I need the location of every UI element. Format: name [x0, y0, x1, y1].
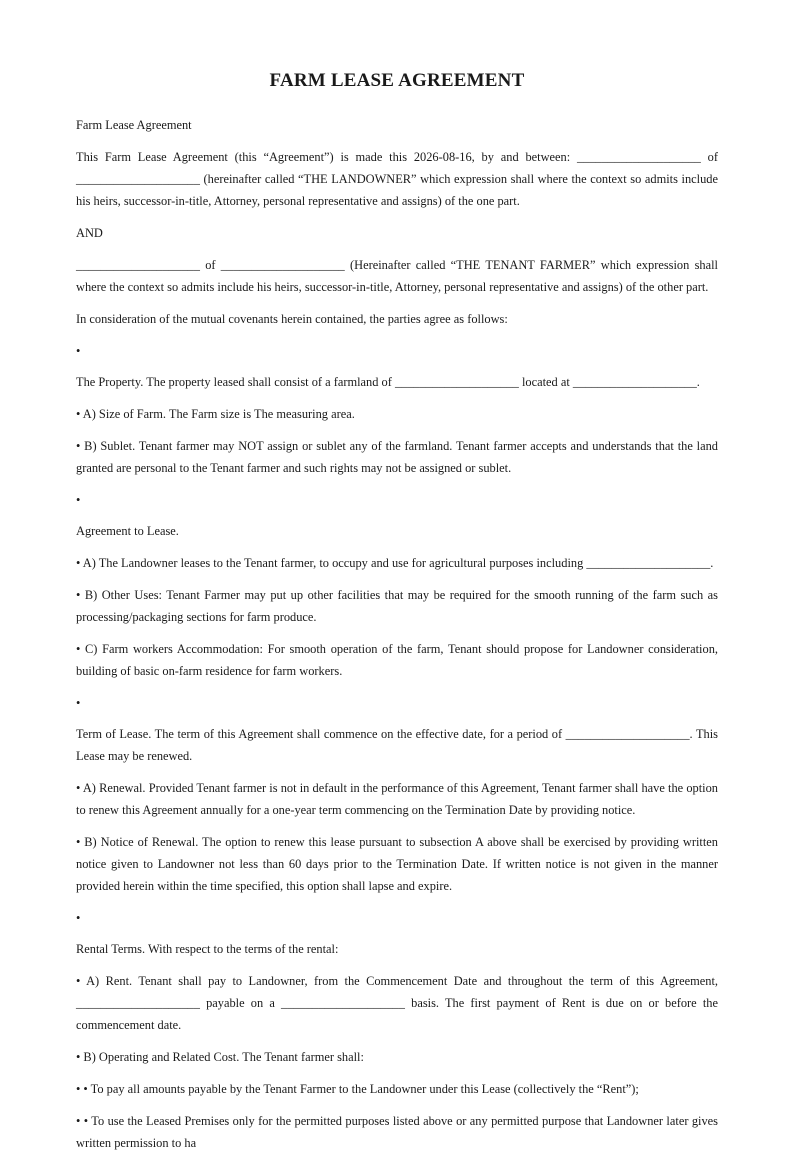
clause-use-premises: • • To use the Leased Premises only for the permitted purposes listed above or any permitted purpose that Landowner later gives written permission to ha — [76, 1114, 718, 1150]
clause-agricultural-use: • A) The Landowner leases to the Tenant farmer, to occupy and use for agricultural purposes including ____________________. — [76, 556, 714, 570]
property-clause: The Property. The property leased shall consist of a farmland of ____________________ located at ____________________. — [76, 375, 700, 389]
parties-landowner-paragraph: This Farm Lease Agreement (this “Agreement”) is made this 2026-08-16, by and between: ____________________ of ____________________ (hereinafter called “THE LANDOWNER” which expression shall where the context so admits include his heirs, successor-in-title, Attorney, personal representative and assigns) of the one part. — [76, 150, 718, 208]
clause-notice-of-renewal: • B) Notice of Renewal. The option to renew this lease pursuant to subsection A above shall be exercised by providing written notice given to Landowner not less than 60 days prior to the Termination Date. If written notice is not given in the manner provided herein within the time specified, this option shall lapse and expire. — [76, 835, 718, 893]
bullet-marker: • — [76, 696, 81, 710]
and-separator: AND — [76, 226, 103, 240]
bullet-marker: • — [76, 344, 81, 358]
rental-terms-heading: Rental Terms. With respect to the terms of the rental: — [76, 942, 339, 956]
term-of-lease-clause: Term of Lease. The term of this Agreement shall commence on the effective date, for a period of ____________________. This Lease may be renewed. — [76, 727, 718, 763]
bullet-marker: • — [76, 493, 81, 507]
parties-tenant-paragraph: ____________________ of ____________________ (Hereinafter called “THE TENANT FARMER” which expression shall where the context so admits include his heirs, successor-in-title, Attorney, personal representative and assigns) of the other part. — [76, 258, 718, 294]
clause-workers-accommodation: • C) Farm workers Accommodation: For smooth operation of the farm, Tenant should propose for Landowner consideration, building of basic on-farm residence for farm workers. — [76, 642, 718, 678]
clause-pay-amounts: • • To pay all amounts payable by the Tenant Farmer to the Landowner under this Lease (collectively the “Rent”); — [76, 1082, 639, 1096]
bullet-marker: • — [76, 911, 81, 925]
document-title: FARM LEASE AGREEMENT — [269, 70, 525, 91]
clause-operating-cost: • B) Operating and Related Cost. The Tenant farmer shall: — [76, 1050, 364, 1064]
consideration-paragraph: In consideration of the mutual covenants herein contained, the parties agree as follows: — [76, 312, 508, 326]
agreement-to-lease-heading: Agreement to Lease. — [76, 524, 179, 538]
doc-subtitle: Farm Lease Agreement — [76, 118, 192, 132]
clause-farm-size: • A) Size of Farm. The Farm size is The measuring area. — [76, 407, 355, 421]
clause-renewal: • A) Renewal. Provided Tenant farmer is not in default in the performance of this Agreement, Tenant farmer shall have the option to renew this Agreement annually for a one-year term commencing on the Termination Date by providing notice. — [76, 781, 718, 817]
clause-other-uses: • B) Other Uses: Tenant Farmer may put up other facilities that may be required for the smooth running of the farm such as processing/packaging sections for farm produce. — [76, 588, 718, 624]
clause-sublet: • B) Sublet. Tenant farmer may NOT assign or sublet any of the farmland. Tenant farmer accepts and understands that the land granted are personal to the Tenant farmer and such rights may not be assigned or sublet. — [76, 439, 718, 475]
document-page — [76, 70, 718, 1164]
clause-rent: • A) Rent. Tenant shall pay to Landowner, from the Commencement Date and throughout the term of this Agreement, ____________________ payable on a ____________________ basis. The first payment of Rent is due on or before the commencement date. — [76, 974, 718, 1032]
